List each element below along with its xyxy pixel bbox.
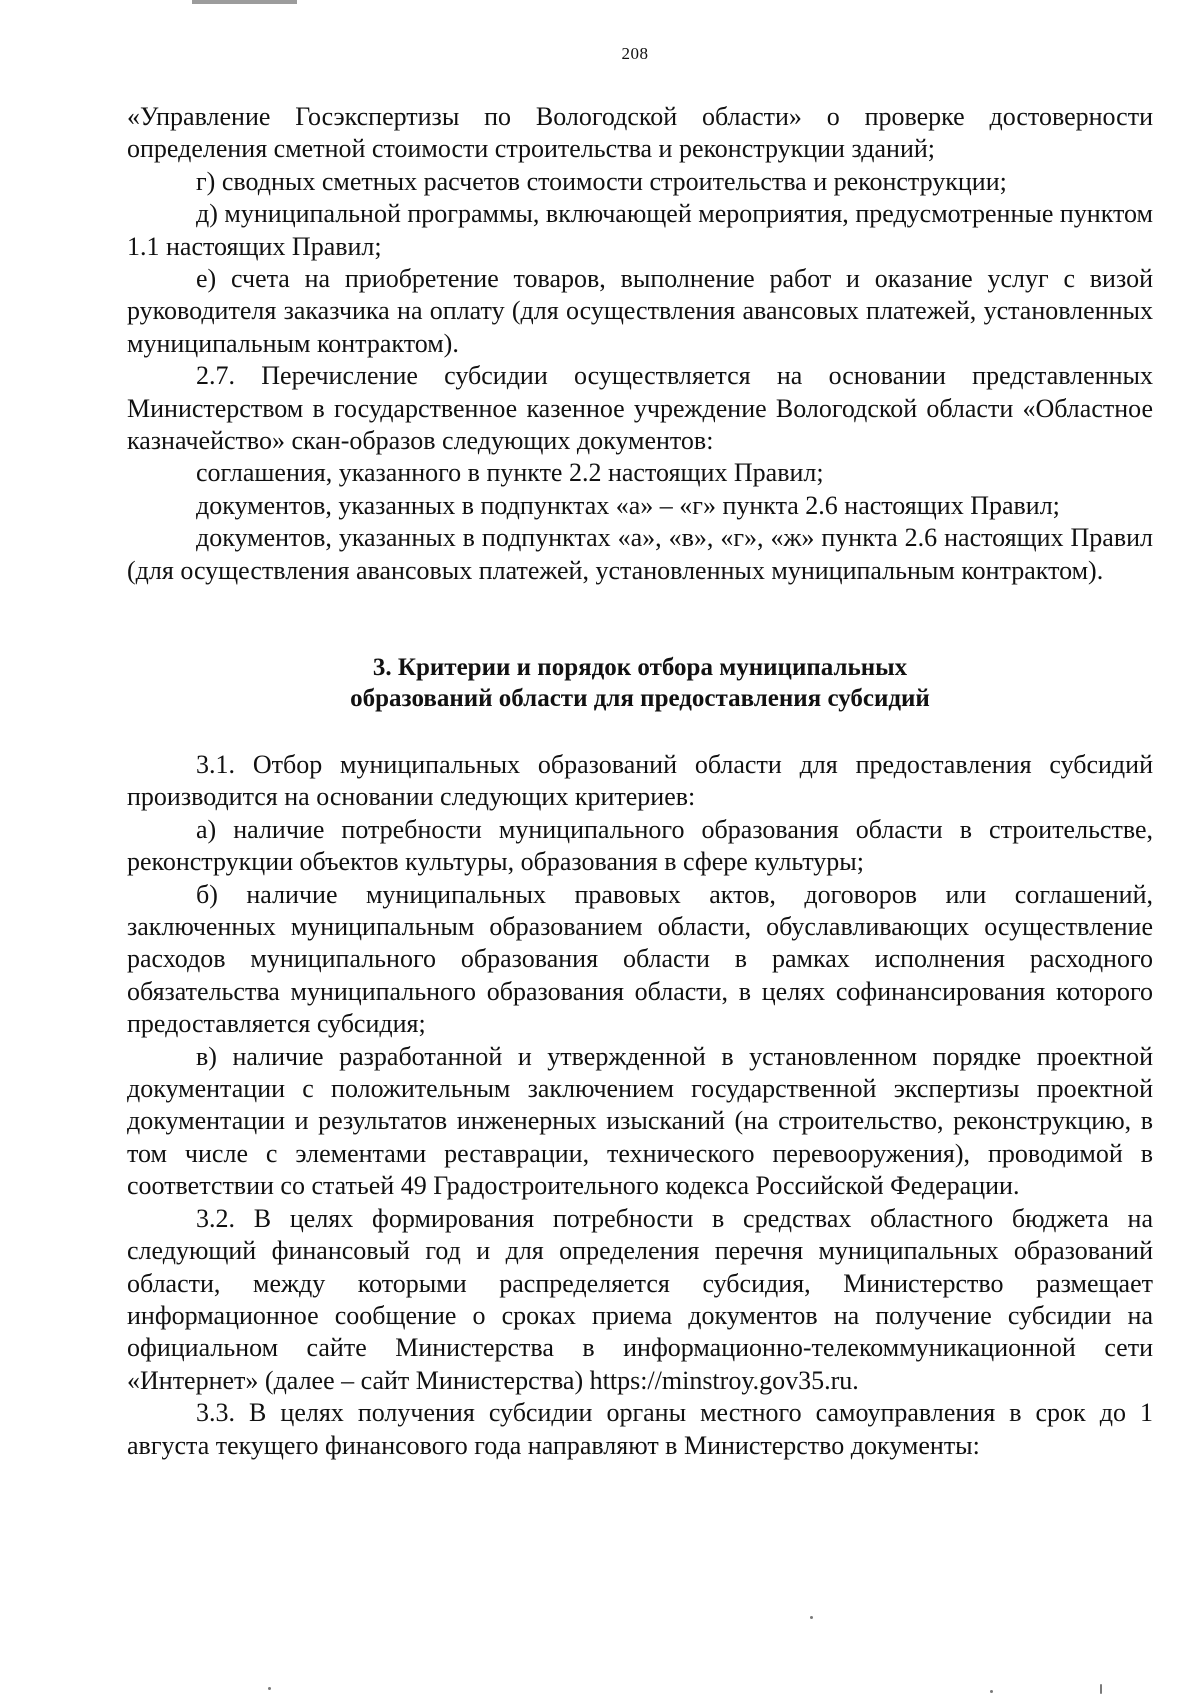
section-heading xyxy=(127,652,1153,714)
scan-speck xyxy=(1100,1684,1102,1694)
paragraph: д) муниципальной программы, включающей мероприятия, предусмотренные пунктом 1.1 настоящих Правил; xyxy=(127,199,1153,261)
paragraph: б) наличие муниципальных правовых актов, договоров или соглашений, заключенных муниципальным образованием области, обуславливающих осуществление расходов муниципального образования области в рамках исполнения расходного обязательства муниципального образования области, в целях софинансирования которого предоставляется субсидия; xyxy=(127,879,1153,1039)
paragraph: 3.2. В целях формирования потребности в средствах областного бюджета на следующий финансовый год и для определения перечня муниципальных образований области, между которыми распределяется субсидия, Министерство размещает информационное сообщение о сроках приема документов на получение субсидии на официальном сайте Министерства в информационно-телекоммуникационной сети «Интернет» (далее – сайт Министерства) https://minstroy.gov35.ru. xyxy=(127,1203,1153,1395)
section-heading-line: образований области для предоставления субсидий xyxy=(350,685,930,712)
scan-speck xyxy=(990,1690,993,1693)
scan-speck xyxy=(810,1616,813,1619)
paragraph: е) счета на приобретение товаров, выполнение работ и оказание услуг с визой руководителя заказчика на оплату (для осуществления авансовых платежей, установленных муниципальным контрактом). xyxy=(127,264,1153,358)
section-2-continuation xyxy=(127,101,1153,587)
section-3-body xyxy=(127,749,1153,1462)
paragraph: документов, указанных в подпунктах «а», «в», «г», «ж» пункта 2.6 настоящих Правил (для осуществления авансовых платежей, установленных муниципальным контрактом). xyxy=(127,523,1153,585)
paragraph: соглашения, указанного в пункте 2.2 настоящих Правил; xyxy=(196,458,824,488)
paragraph: в) наличие разработанной и утвержденной в установленном порядке проектной документации с положительным заключением государственной экспертизы проектной документации и результатов инженерных изысканий (на строительство, реконструкцию, в том числе с элементами реставрации, технического перевооружения), проводимой в соответствии со статьей 49 Градостроительного кодекса Российской Федерации. xyxy=(127,1041,1153,1201)
paragraph: 3.3. В целях получения субсидии органы местного самоуправления в срок до 1 августа текущего финансового года направляют в Министерство документы: xyxy=(127,1398,1153,1460)
paragraph: 2.7. Перечисление субсидии осуществляется на основании представленных Министерством в государственное казенное учреждение Вологодской области «Областное казначейство» скан-образов следующих документов: xyxy=(127,361,1153,456)
paragraph: 3.1. Отбор муниципальных образований области для предоставления субсидий производится на основании следующих критериев: xyxy=(127,750,1153,812)
section-heading-line: 3. Критерии и порядок отбора муниципальных xyxy=(372,654,908,681)
page-number: 208 xyxy=(621,44,649,63)
paragraph: документов, указанных в подпунктах «а» – «г» пункта 2.6 настоящих Правил; xyxy=(196,490,1060,520)
paragraph: г) сводных сметных расчетов стоимости строительства и реконструкции; xyxy=(196,166,1007,196)
paragraph: «Управление Госэкспертизы по Вологодской области» о проверке достоверности определения сметной стоимости строительства и реконструкции зданий; xyxy=(127,102,1153,164)
scan-speck xyxy=(268,1687,271,1690)
scan-artifact xyxy=(192,0,297,4)
paragraph: а) наличие потребности муниципального образования области в строительстве, реконструкции объектов культуры, образования в сфере культуры; xyxy=(127,814,1153,877)
